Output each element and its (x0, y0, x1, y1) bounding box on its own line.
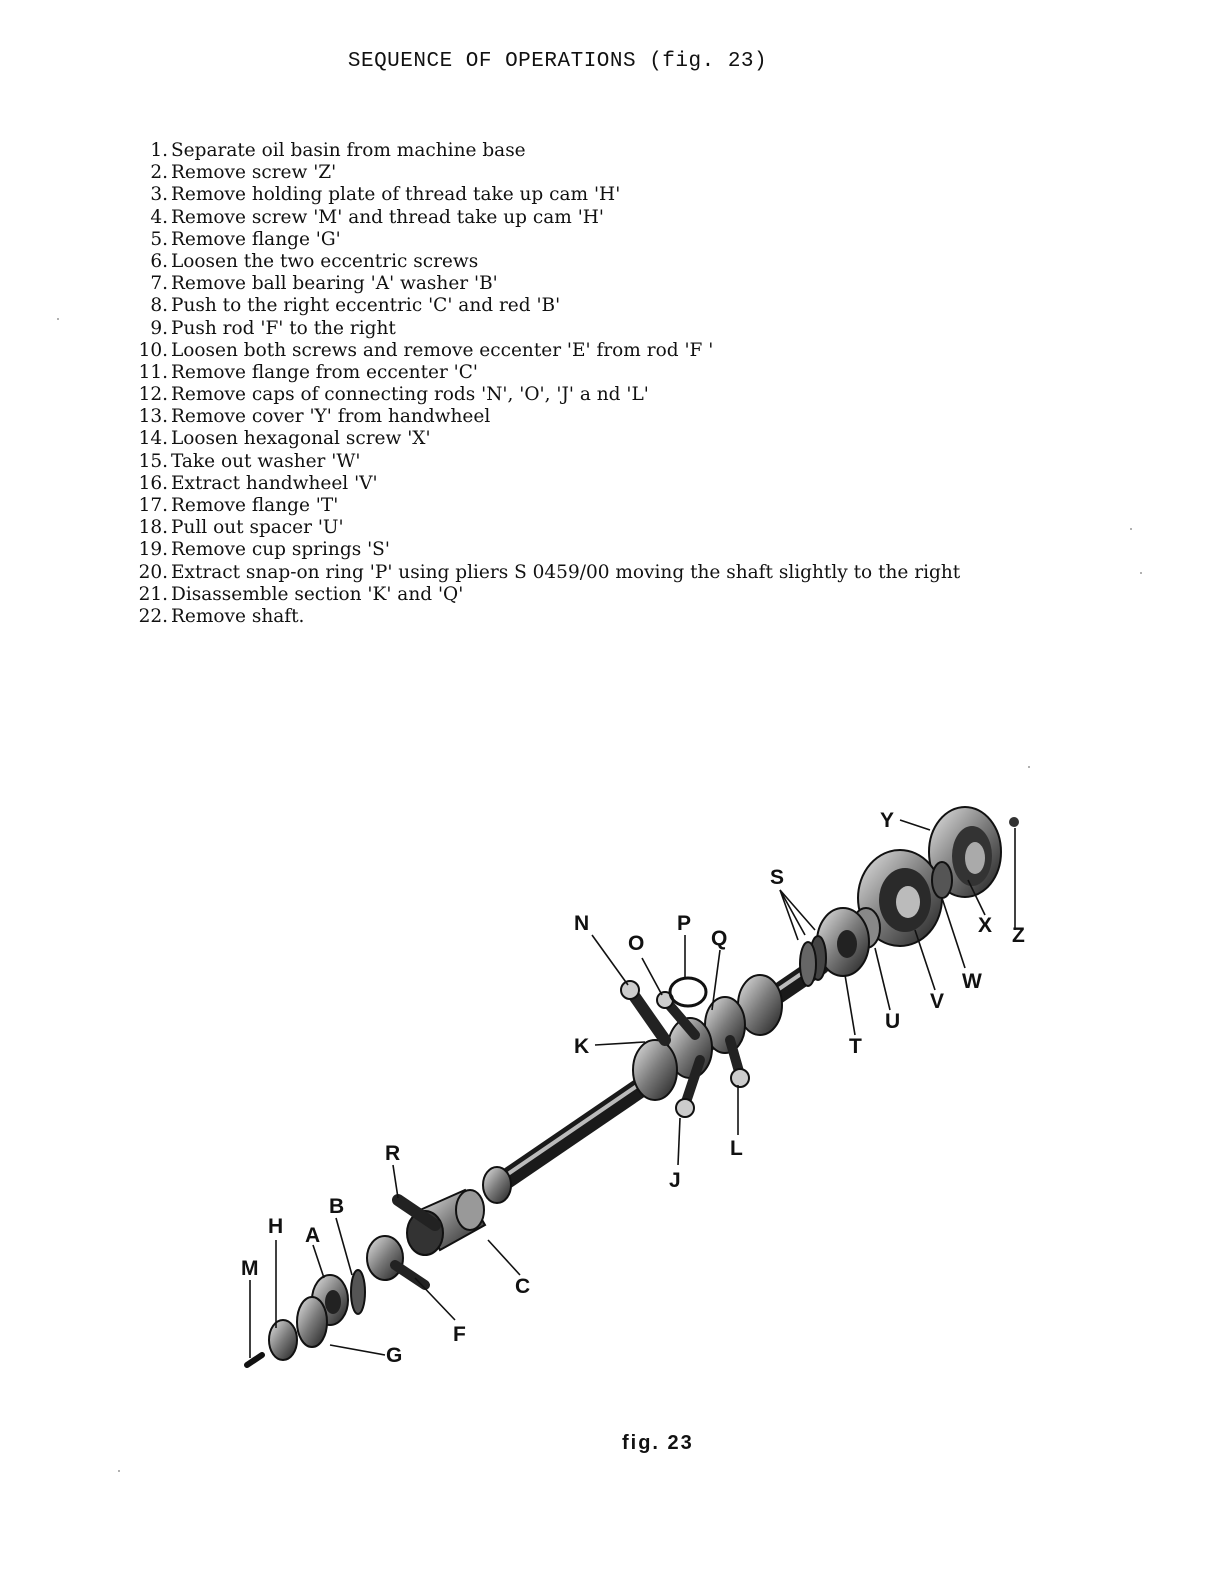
label-x: X (978, 914, 993, 937)
step-item (120, 473, 960, 495)
step-number: 16. (138, 472, 168, 494)
figure-caption: fig. 23 (622, 1432, 694, 1454)
snap-ring-p-part (670, 978, 706, 1006)
step-item (120, 606, 960, 628)
step-text: Remove cup springs 'S' (171, 539, 390, 561)
step-text: Extract snap-on ring 'P' using pliers S 0459/00 moving the shaft slightly to the right (171, 561, 961, 583)
step-number: 21. (138, 583, 168, 605)
washer-b-part (351, 1270, 365, 1314)
step-item (120, 295, 960, 317)
step-number: 22. (138, 605, 168, 627)
label-w: W (962, 970, 982, 993)
label-h: H (268, 1215, 284, 1238)
step-item (120, 517, 960, 539)
label-q: Q (711, 927, 728, 950)
label-o: O (628, 932, 645, 955)
step-number: 3. (150, 184, 168, 206)
step-number: 9. (150, 317, 168, 339)
scan-speck (57, 318, 59, 320)
step-text: Push to the right eccentric 'C' and red 'B' (171, 295, 561, 317)
cam-h-part (269, 1320, 297, 1360)
step-text: Remove flange 'T' (171, 495, 339, 516)
bushing-part (483, 1167, 511, 1203)
label-a: A (305, 1224, 321, 1247)
step-number: 5. (150, 228, 168, 250)
step-item (120, 362, 960, 384)
step-text: Pull out spacer 'U' (171, 517, 344, 539)
label-l: L (730, 1137, 743, 1160)
step-number: 7. (150, 273, 168, 295)
label-y: Y (880, 809, 895, 832)
flange-g-part (297, 1297, 327, 1347)
step-number: 14. (138, 428, 168, 450)
step-number: 2. (150, 162, 168, 184)
crank-section-part (633, 975, 782, 1100)
step-item (120, 451, 960, 473)
step-text: Take out washer 'W' (171, 450, 361, 472)
step-number: 19. (138, 539, 168, 561)
label-n: N (574, 912, 590, 935)
step-number: 11. (138, 361, 168, 383)
step-number: 13. (138, 406, 168, 428)
step-item (120, 251, 960, 273)
step-number: 20. (138, 561, 168, 583)
step-number: 4. (150, 206, 168, 228)
step-number: 18. (138, 517, 168, 539)
step-text: Remove shaft. (171, 605, 305, 627)
label-r: R (385, 1142, 401, 1165)
label-z: Z (1012, 924, 1025, 947)
step-text: Remove holding plate of thread take up cam 'H' (171, 184, 621, 206)
step-text: Disassemble section 'K' and 'Q' (171, 583, 464, 605)
label-c: C (515, 1275, 531, 1298)
step-text: Remove ball bearing 'A' washer 'B' (171, 273, 498, 295)
step-number: 1. (150, 140, 168, 161)
step-item (120, 562, 960, 584)
label-p: P (677, 912, 692, 935)
washer-w-part (932, 862, 952, 898)
step-item (120, 140, 960, 162)
step-text: Loosen both screws and remove eccenter 'E' from rod 'F ' (171, 339, 714, 361)
exploded-shaft-diagram (0, 760, 1225, 1420)
step-number: 15. (138, 450, 168, 472)
cup-springs-s-part (800, 936, 826, 986)
step-number: 17. (138, 495, 168, 516)
step-text: Loosen hexagonal screw 'X' (171, 428, 431, 450)
step-text: Extract handwheel 'V' (171, 472, 378, 494)
step-text: Remove cover 'Y' from handwheel (171, 406, 491, 428)
eccentric-c-part (407, 1190, 485, 1255)
label-s: S (770, 866, 785, 889)
step-item (120, 428, 960, 450)
step-item (120, 584, 960, 606)
step-text: Separate oil basin from machine base (171, 140, 526, 161)
label-m: M (241, 1257, 259, 1280)
operations-list (120, 140, 960, 628)
step-item (120, 207, 960, 229)
label-g: G (386, 1344, 403, 1367)
step-number: 12. (138, 384, 168, 406)
step-item (120, 229, 960, 251)
step-text: Remove flange from eccenter 'C' (171, 361, 479, 383)
step-item (120, 318, 960, 340)
label-u: U (885, 1010, 901, 1033)
label-t: T (849, 1035, 862, 1058)
step-item (120, 162, 960, 184)
label-k: K (574, 1035, 590, 1058)
step-text: Remove screw 'Z' (171, 162, 337, 184)
step-item (120, 340, 960, 362)
step-text: Push rod 'F' to the right (171, 317, 396, 339)
scan-speck (1028, 766, 1030, 768)
label-f: F (453, 1323, 466, 1346)
scan-speck (1140, 572, 1142, 574)
step-item (120, 406, 960, 428)
label-v: V (930, 990, 945, 1013)
screw-z-part (1009, 817, 1019, 827)
step-text: Remove flange 'G' (171, 228, 341, 250)
step-item (120, 539, 960, 561)
step-item (120, 273, 960, 295)
page-title: SEQUENCE OF OPERATIONS (fig. 23) (347, 50, 768, 73)
step-text: Loosen the two eccentric screws (171, 250, 479, 272)
scan-speck (1130, 528, 1132, 530)
step-number: 10. (138, 339, 168, 361)
scan-speck (118, 1470, 120, 1472)
step-item (120, 384, 960, 406)
label-b: B (329, 1195, 345, 1218)
step-number: 6. (150, 250, 168, 272)
step-text: Remove screw 'M' and thread take up cam 'H' (171, 206, 605, 228)
label-j: J (669, 1169, 681, 1192)
step-item (120, 495, 960, 517)
step-item (120, 184, 960, 206)
step-text: Remove caps of connecting rods 'N', 'O', 'J' a nd 'L' (171, 384, 649, 406)
step-number: 8. (150, 295, 168, 317)
